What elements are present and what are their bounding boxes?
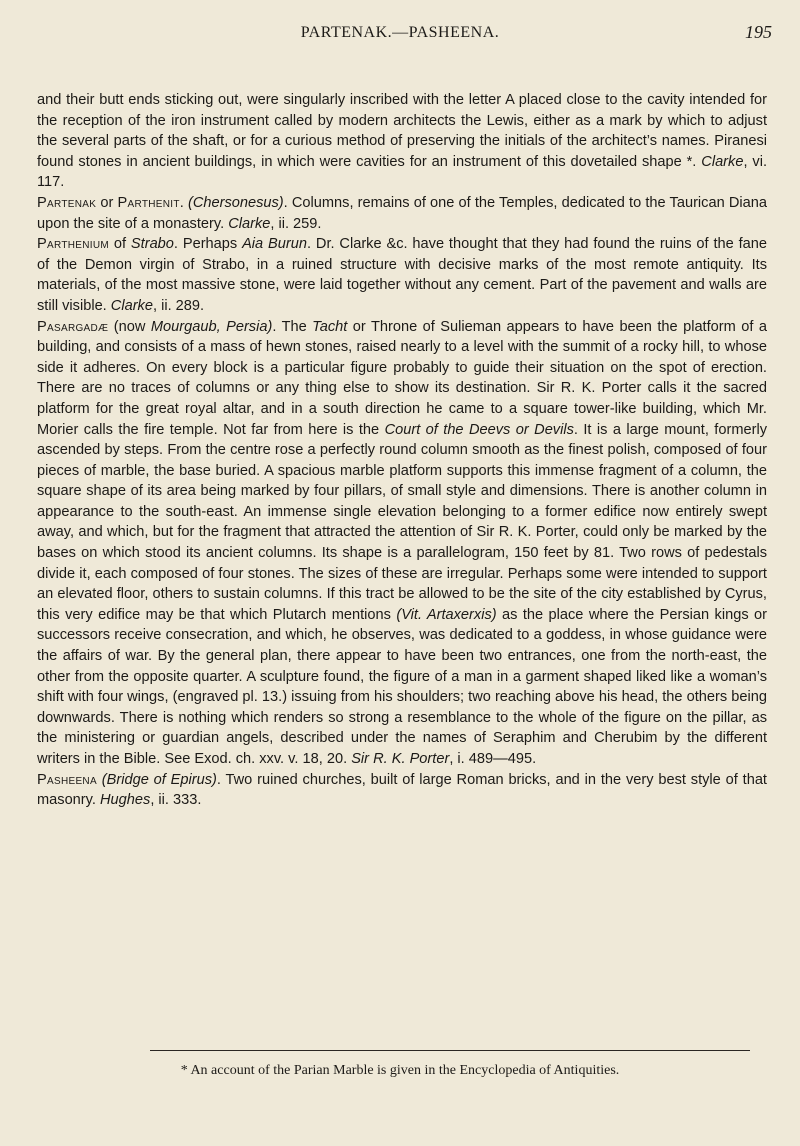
dictionary-entry — [37, 193, 767, 234]
italic-text: Clarke — [110, 297, 153, 314]
entry-headword: Pasargadæ — [37, 318, 109, 335]
italic-text: Hughes — [100, 792, 151, 809]
text-run: , i. 489—495. — [449, 751, 537, 767]
page-header — [28, 22, 772, 46]
text-run: . Two ruined churches, built of large Roman bricks, and in the very best style of that masonry. — [37, 771, 767, 809]
italic-text: Mourgaub, Persia) — [150, 318, 273, 335]
text-run: . The — [272, 318, 313, 335]
dictionary-entry — [37, 770, 767, 811]
page-number: 195 — [745, 22, 772, 42]
entry-headword: Parthenium — [37, 236, 109, 253]
text-run: (now — [108, 318, 151, 335]
text-run: . — [179, 194, 188, 211]
text-run: . Perhaps — [173, 236, 243, 253]
entry-headword: Pasheena — [37, 771, 97, 788]
italic-text: (Chersonesus) — [187, 194, 284, 211]
italic-text: Court of the Deevs or Devils — [384, 421, 574, 438]
italic-text: Aia Burun — [242, 236, 307, 253]
dictionary-entry — [37, 234, 767, 316]
text-run: or — [96, 194, 118, 211]
italic-text: Clarke — [228, 215, 271, 232]
text-run: of — [109, 236, 131, 253]
body-text — [37, 90, 767, 811]
italic-text: Sir R. K. Porter — [351, 751, 450, 767]
entry-headword: Partenak — [37, 194, 97, 211]
italic-text: Clarke — [701, 153, 744, 170]
italic-text: Tacht — [312, 318, 348, 335]
continued-paragraph — [37, 90, 767, 193]
text-run: and their butt ends sticking out, were singularly inscribed with the letter A placed close to the cavity intended for the reception of the iron instrument called by modern architects the Lewis, either as a mark by which to adjust the several parts of the shaft, or for a curious method of preserving the initials of the architect’s names. Piranesi found stones in ancient buildings, in which were cavities for an instrument of this dovetailed shape *. — [37, 92, 767, 170]
dictionary-entry — [37, 317, 767, 770]
text-run: as the place where the Persian kings or successors receive consecration, and which, he observes, was dedicated to a goddess, in whose guidance were the affairs of war. By the general plan, there appear to have been two entrances, one from the north-east, the other from the opposite quarter. A sculpture found, the figure of a man in a garment shaped liked like a woman’s shift with four wings, (engraved pl. 13.) issuing from his shoulders; two reaching above his head, the others being downwards. There is nothing which renders so strong a resemblance to the whole of the figure on the pillar, as the ministering or guardian angels, described under the names of Seraphim and Cherubim by the different writers in the Bible. See Exod. ch. xxv. v. 18, 20. — [37, 606, 767, 767]
italic-text: (Vit. Artaxerxis) — [396, 606, 497, 623]
italic-text: (Bridge of Epirus) — [101, 771, 217, 788]
footnote-rule — [150, 1050, 750, 1051]
entry-headword: Parthenit — [117, 194, 180, 211]
text-run: , ii. 289. — [152, 297, 205, 314]
text-run: , ii. 333. — [150, 792, 202, 809]
running-head: PARTENAK.—PASHEENA. — [300, 24, 500, 41]
text-run: . Dr. Clarke &c. have thought that they had found the ruins of the fane of the Demon virgin of Strabo, in a ruined structure with decisive marks of the most remote antiquity. Its materials, of the most massive stone, were laid together without any cement. Part of the pavement and walls are still visible. — [37, 236, 768, 314]
italic-text: Strabo — [130, 236, 174, 253]
text-run: , vi. 117. — [37, 153, 768, 191]
footnote: * An account of the Parian Marble is given in the Encyclopedia of Antiquities. — [180, 1063, 620, 1078]
text-run: . Columns, remains of one of the Temples, dedicated to the Taurican Diana upon the site of a monastery. — [37, 194, 767, 232]
text-run: , ii. 259. — [270, 215, 322, 232]
text-run: or Throne of Sulieman appears to have been the platform of a building, and consists of a mass of hewn stones, raised nearly to a level with the summit of a rocky hill, to whose side it adheres. On every block is a particular figure probably to guide their situation on the spot of erection. There are no traces of columns or any thing else to show its destination. Sir R. K. Porter calls it the sacred platform for the great royal altar, and in a south direction he came to a square tower-like building, which Mr. Morier calls the fire temple. Not far from here is the — [37, 318, 767, 438]
text-run: . It is a large mount, formerly ascended by steps. From the centre rose a perfectly round column smooth as the finest polish, composed of four pieces of marble, the base buried. A spacious marble platform supports this immense fragment of a column, the square shape of its area being marked by four pillars, of small style and dimensions. There is another column in appearance to the south-east. An immense single elevation belonging to a former edifice now entirely swept away, and which, but for the fragment that attracted the attention of Sir R. K. Porter, could only be marked by the bases on which stood its ancient columns. Its shape is a parallelogram, 150 feet by 81. Two rows of pedestals divide it, each composed of four stones. The sizes of these are irregular. Perhaps some were intended to support an elevated floor, others to sustain columns. If this tract be allowed to be the site of the city established by Cyrus, this very edifice may be that which Plutarch mentions — [37, 421, 768, 623]
